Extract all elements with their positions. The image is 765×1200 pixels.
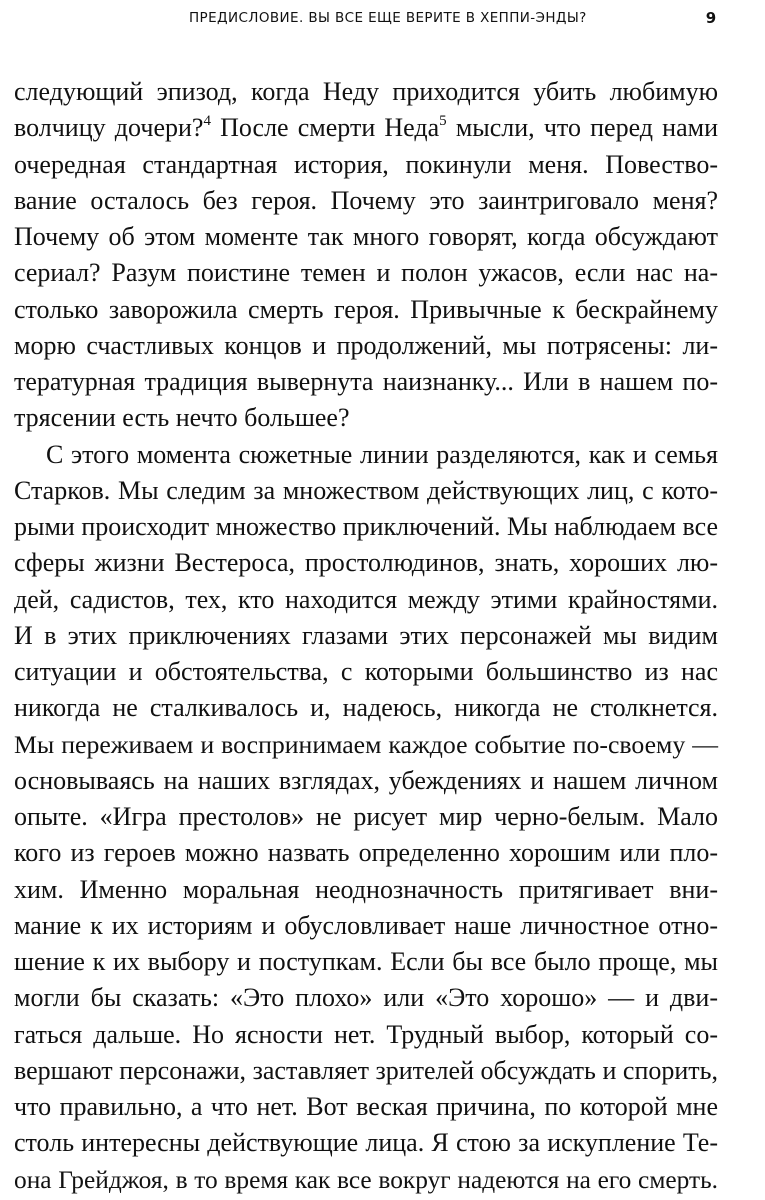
text-line: мание к их историям и обусловливает наше личностное отно- [14,910,718,940]
text-line: вершают персонажи, заставляет зрителей обсуждать и спорить, [14,1055,718,1085]
text-line: морю счастливых концов и продолжений, мы потрясены: ли- [14,330,718,360]
text-line: И в этих приключениях глазами этих персонажей мы видим [14,620,718,650]
footnote-reference[interactable]: 4 [203,113,211,130]
text-line: хим. Именно моральная неоднозначность притягивает вни- [14,874,718,904]
text-line: гаться дальше. Но ясности нет. Трудный выбор, который со- [14,1019,718,1049]
text-line: основываясь на наших взглядах, убеждениях и нашем личном [14,765,718,795]
text-line: рыми происходит множество приключений. Мы наблюдаем все [14,512,718,541]
text-line: она Грейджоя, в то время как все вокруг надеются на его смерть. [14,1165,718,1194]
text-line: кого из героев можно назвать определенно хорошим или пло- [14,838,718,868]
text-line: Старков. Мы следим за множеством действующих лиц, с кото- [14,475,718,505]
text-line: следующий эпизод, когда Неду приходится убить любимую [14,77,718,106]
text-line [14,110,718,146]
text-line: опыте. «Игра престолов» не рисует мир черно-белым. Мало [14,802,718,831]
text-line: тературная традиция вывернута наизнанку... Или в нашем по- [14,367,718,396]
text-line: ситуации и обстоятельства, с которыми большинство из нас [14,657,718,686]
text-fragment: После смерти Неда [210,113,440,143]
text-line: что правильно, а что нет. Вот веская причина, по которой мне [14,1092,718,1121]
text-line: очередная стандартная история, покинули меня. Повество- [14,149,718,179]
running-head: ПРЕДИСЛОВИЕ. ВЫ ВСЕ ЕЩЕ ВЕРИТЕ В ХЕППИ-ЭНДЫ? [189,10,587,26]
footnote-reference[interactable]: 5 [439,113,447,130]
text-line: никогда не сталкивалось и, надеюсь, никогда не столкнется. [14,693,718,723]
text-line: столько заворожила смерть героя. Привычные к бескрайнему [14,294,718,324]
text-fragment: мысли, что перед нами [446,113,718,143]
text-line: сферы жизни Вестероса, простолюдинов, знать, хороших лю- [14,548,718,578]
page-number: 9 [705,9,717,27]
text-fragment: волчицу дочери? [14,113,204,143]
text-line: дей, садистов, тех, кто находится между этими крайностями. [14,584,718,614]
text-line: сериал? Разум поистине темен и полон ужасов, если нас на- [14,258,718,288]
text-line: шение к их выбору и поступкам. Если бы все было проще, мы [14,947,718,976]
text-line: Мы переживаем и воспринимаем каждое событие по-своему — [14,729,718,759]
text-line: трясении есть нечто большее? [14,403,350,433]
body-text [14,74,718,1198]
text-line: Почему об этом моменте так много говорят, когда обсуждают [14,222,718,251]
paragraph-first-line: С этого момента сюжетные линии разделяются, как и семья [46,439,718,469]
text-line: столь интересны действующие лица. Я стою за искупление Те- [14,1128,718,1158]
text-line: вание осталось без героя. Почему это заинтриговало меня? [14,185,718,215]
text-line: могли бы сказать: «Это плохо» или «Это хорошо» — и дви- [14,983,718,1013]
